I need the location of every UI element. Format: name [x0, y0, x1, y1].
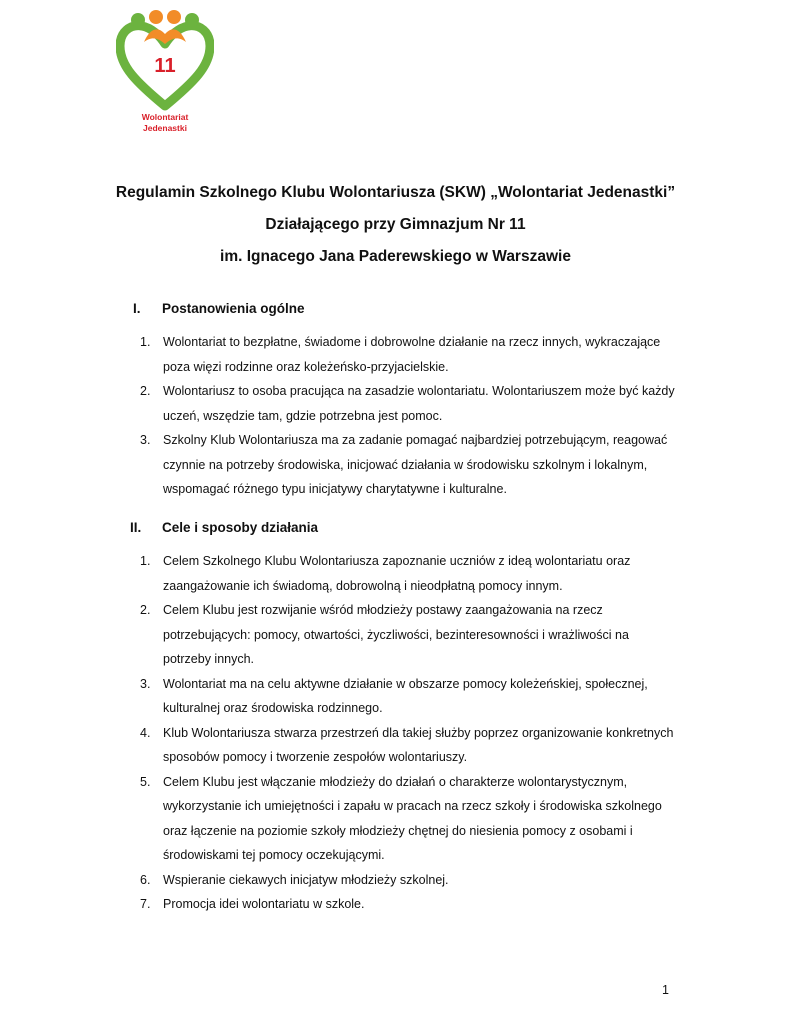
item-line: oraz łączenie na poziomie szkoły młodzieży chętnej do niesienia pomocy z osobami i	[163, 823, 633, 838]
item-line: Wspieranie ciekawych inicjatyw młodzieży szkolnej.	[163, 872, 449, 887]
item-line: Promocja idei wolontariatu w szkole.	[163, 897, 365, 911]
item-line: sposobów pomocy i tworzenie zespołów wolontariuszy.	[163, 750, 468, 764]
document-title	[0, 183, 791, 279]
list-item	[0, 672, 791, 721]
logo-caption-line2: Jedenastki	[143, 123, 187, 133]
item-number: 5.	[140, 774, 151, 789]
item-number: 3.	[140, 676, 151, 691]
item-line: środowiskami tej pomocy oczekującymi.	[163, 848, 385, 862]
title-line-1: Regulamin Szkolnego Klubu Wolontariusza (SKW) „Wolontariat Jedenastki”	[115, 184, 676, 201]
list-item	[0, 428, 791, 502]
section-items	[0, 330, 791, 502]
list-item	[0, 770, 791, 868]
item-line: poza więzi rodzinne oraz koleżeńsko-przyjacielskie.	[163, 359, 449, 374]
logo-caption-line1: Wolontariat	[141, 112, 189, 122]
item-line: Wolontariat to bezpłatne, świadome i dobrowolne działanie na rzecz innych, wykraczające	[163, 335, 661, 349]
item-line: potrzeby innych.	[163, 652, 255, 666]
item-line: potrzebujących: pomocy, otwartości, życzliwości, bezinteresowności i wrażliwości na	[163, 627, 629, 642]
section-title: Cele i sposoby działania	[162, 520, 319, 535]
list-item	[0, 330, 791, 379]
item-line: uczeń, wszędzie tam, gdzie potrzebna jest pomoc.	[163, 408, 443, 423]
item-line: kulturalnej oraz środowiska rodzinnego.	[163, 701, 383, 715]
section-items	[0, 549, 791, 917]
item-number: 2.	[140, 603, 151, 617]
item-number: 1.	[140, 554, 151, 568]
item-line: Celem Szkolnego Klubu Wolontariusza zapoznanie uczniów z ideą wolontariatu oraz	[163, 554, 631, 568]
page-number: 1	[662, 983, 669, 997]
item-number: 7.	[140, 897, 151, 911]
list-item	[0, 721, 791, 770]
item-line: Celem Klubu jest włączanie młodzieży do działań o charakterze wolontarystycznym,	[163, 774, 628, 789]
section-number: II.	[130, 520, 142, 535]
item-line: wspomagać różnego typu inicjatywy charytatywne i kulturalne.	[163, 482, 507, 496]
item-line: czynnie na potrzeby środowiska, inicjować działania w środowisku szkolnym i lokalnym,	[163, 457, 648, 472]
item-line: Klub Wolontariusza stwarza przestrzeń dla takiej służby poprzez organizowanie konkretnych	[163, 725, 674, 740]
list-item	[0, 598, 791, 672]
list-item	[0, 379, 791, 428]
list-item	[0, 892, 791, 917]
item-number: 1.	[140, 335, 151, 349]
section-title: Postanowienia ogólne	[162, 301, 305, 316]
title-line-3: im. Ignacego Jana Paderewskiego w Warszawie	[220, 248, 571, 265]
item-number: 2.	[140, 384, 151, 398]
item-line: Wolontariusz to osoba pracująca na zasadzie wolontariatu. Wolontariuszem może być każdy	[163, 384, 675, 398]
item-number: 3.	[140, 433, 151, 447]
section-number: I.	[133, 301, 141, 316]
list-item	[0, 549, 791, 598]
logo-number: 11	[154, 55, 176, 77]
item-line: wykorzystanie ich umiejętności i zapału w pracach na rzecz szkoły i środowiska szkolnego	[163, 799, 662, 813]
item-number: 6.	[140, 872, 151, 887]
item-number: 4.	[140, 725, 151, 740]
wolontariat-logo	[116, 8, 214, 136]
item-line: zaangażowanie ich świadomą, dobrowolną i nieodpłatną pomocy innym.	[163, 578, 563, 593]
item-line: Wolontariat ma na celu aktywne działanie w obszarze pomocy koleżeńskiej, społecznej,	[163, 676, 648, 691]
heart-people-icon	[116, 8, 214, 112]
item-line: Szkolny Klub Wolontariusza ma za zadanie pomagać najbardziej potrzebującym, reagować	[163, 433, 668, 447]
item-line: Celem Klubu jest rozwijanie wśród młodzieży postawy zaangażowania na rzecz	[163, 603, 603, 617]
title-line-2: Działającego przy Gimnazjum Nr 11	[265, 216, 526, 233]
list-item	[0, 868, 791, 893]
